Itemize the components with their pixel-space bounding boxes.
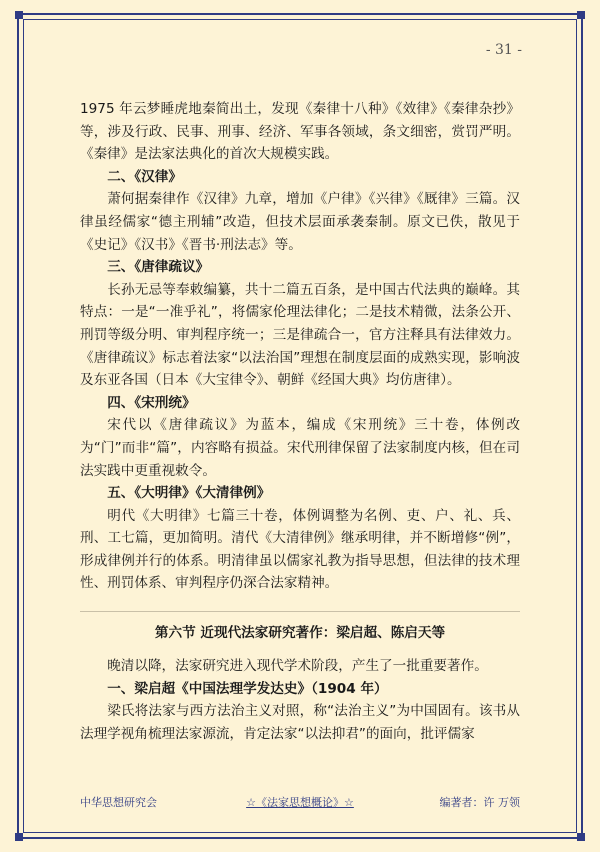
section-title: 第六节 近现代法家研究著作：梁启超、陈启天等 xyxy=(154,625,446,641)
corner-ornament xyxy=(15,833,23,841)
section-divider xyxy=(80,611,520,612)
section-body xyxy=(80,655,520,745)
paragraph: 明代《大明律》七篇三十卷，体例调整为名例、吏、户、礼、兵、刑、工七篇，更加简明。清代《大清律例》继承明律，并不断增修“例”，形成律例并行的体系。明清律虽以儒家礼教为指导思想，但法律的技术理性、刑罚体系、审判程序仍深合法家精神。 xyxy=(80,507,520,592)
subheading: 四、《宋刑统》 xyxy=(107,394,196,411)
paragraph: 长孙无忌等奉敕编纂，共十二篇五百条，是中国古代法典的巅峰。其特点：一是“一准乎礼”，将儒家伦理法律化；二是技术精微，法条公开、刑罚等级分明、审判程序统一；三是律疏合一，官方注释具有法律效力。《唐律疏议》标志着法家“以法治国”理想在制度层面的成熟实现，影响波及东亚各国（日本《大宝律令》、朝鲜《经国大典》均仿唐律）。 xyxy=(80,281,520,389)
body-text xyxy=(80,98,520,595)
page-number: - 31 - xyxy=(485,42,522,58)
footer-org: 中华思想研究会 xyxy=(80,796,157,809)
subheading: 三、《唐律疏议》 xyxy=(107,259,210,276)
paragraph: 晚清以降，法家研究进入现代学术阶段，产生了一批重要著作。 xyxy=(107,658,488,674)
paragraph: 宋代以《唐律疏议》为蓝本，编成《宋刑统》三十卷，体例改为“门”而非“篇”，内容略有损益。宋代刑律保留了法家制度内核，但在司法实践中更重视敕令。 xyxy=(80,417,520,479)
footer-author: 编著者：许 万领 xyxy=(439,796,520,809)
corner-ornament xyxy=(15,11,23,19)
corner-ornament xyxy=(577,833,585,841)
paragraph: 梁氏将法家与西方法治主义对照，称“法治主义”为中国固有。该书从法理学视角梳理法家源流，肯定法家“以法抑君”的面向，批评儒家 xyxy=(80,703,520,742)
corner-ornament xyxy=(577,11,585,19)
paragraph: 萧何据秦律作《汉律》九章，增加《户律》《兴律》《厩律》三篇。汉律虽经儒家“德主刑辅”改造，但技术层面承袭秦制。原文已佚，散见于《史记》《汉书》《晋书·刑法志》等。 xyxy=(80,191,520,253)
subheading: 二、《汉律》 xyxy=(107,168,182,185)
subheading: 一、梁启超《中国法理学发达史》（1904 年） xyxy=(107,680,388,697)
paragraph: 1975 年云梦睡虎地秦简出土，发现《秦律十八种》《效律》《秦律杂抄》等，涉及行政、民事、刑事、经济、军事各领域，条文细密，赏罚严明。《秦律》是法家法典化的首次大规模实践。 xyxy=(80,101,520,163)
subheading: 五、《大明律》《大清律例》 xyxy=(107,485,271,502)
footer-book-title-text[interactable]: ☆《法家思想概论》☆ xyxy=(246,796,354,809)
